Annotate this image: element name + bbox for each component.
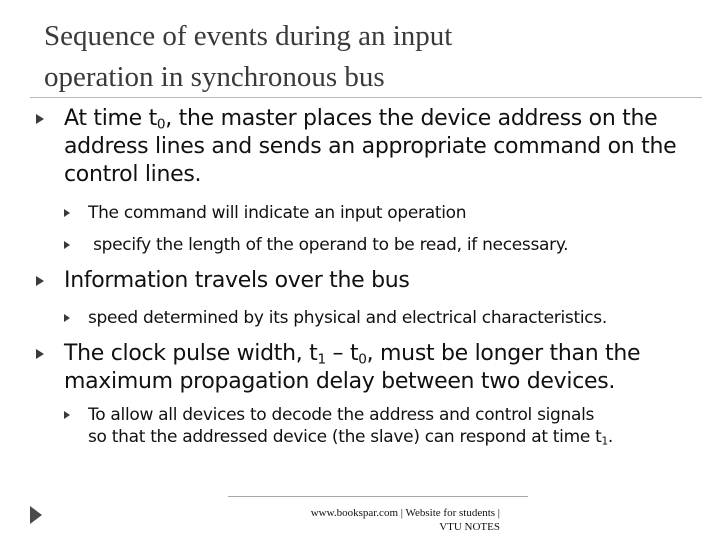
footer-line2: VTU NOTES — [439, 521, 500, 533]
bullet-arrow-icon — [36, 276, 44, 286]
bullet-1-sub-1: The command will indicate an input operation — [88, 203, 467, 223]
sub-bullet-arrow-icon — [64, 209, 70, 217]
bullet-3-sub-subscript: 1 — [601, 435, 608, 448]
bullet-2: Information travels over the bus — [64, 268, 410, 293]
slide-title — [44, 16, 684, 98]
bullet-3-sub-line2 — [88, 426, 708, 448]
footer-line1: www.bookspar.com | Website for students | — [310, 507, 500, 519]
bullet-arrow-icon — [36, 114, 44, 124]
bullet-3-subscript-1: 1 — [317, 351, 326, 368]
bullet-1-line1 — [64, 105, 684, 133]
bullet-arrow-icon — [36, 349, 44, 359]
slide-title-line2: operation in synchronous bus — [44, 61, 385, 93]
sub-bullet-arrow-icon — [64, 314, 70, 322]
bullet-1-sub-2: specify the length of the operand to be read, if necessary. — [88, 235, 569, 255]
bullet-1-line2: address lines and sends an appropriate command on the — [64, 134, 677, 159]
bullet-1-line3: control lines. — [64, 162, 202, 187]
bullet-1-text-a: At time t — [64, 106, 157, 131]
sub-bullet-arrow-icon — [64, 411, 70, 419]
bullet-1-text-b: , the master places the device address on the — [165, 106, 658, 131]
footer-divider — [228, 496, 528, 497]
bullet-3-sub-text: so that the addressed device (the slave) can respond at time t — [88, 427, 602, 447]
footer — [240, 506, 500, 534]
bullet-3 — [64, 340, 684, 396]
slide-title-line1: Sequence of events during an input — [44, 20, 453, 52]
bullet-2-sub-1: speed determined by its physical and electrical characteristics. — [88, 308, 607, 328]
bullet-1-subscript: 0 — [156, 116, 166, 133]
bullet-3-text-a: The clock pulse width, t — [64, 341, 318, 366]
bullet-3-line1 — [64, 340, 684, 368]
bullet-3-text-b: – t — [325, 341, 359, 366]
bullet-3-sub-period: . — [607, 427, 613, 447]
corner-triangle-icon — [30, 506, 42, 524]
title-divider — [30, 97, 702, 98]
bullet-3-line2: maximum propagation delay between two devices. — [64, 369, 616, 394]
bullet-1 — [64, 105, 684, 189]
bullet-3-text-c: , must be longer than the — [366, 341, 641, 366]
bullet-3-sub-1 — [88, 404, 708, 448]
bullet-3-subscript-2: 0 — [358, 351, 367, 368]
bullet-3-sub-line1: To allow all devices to decode the address and control signals — [88, 405, 595, 425]
sub-bullet-arrow-icon — [64, 241, 70, 249]
